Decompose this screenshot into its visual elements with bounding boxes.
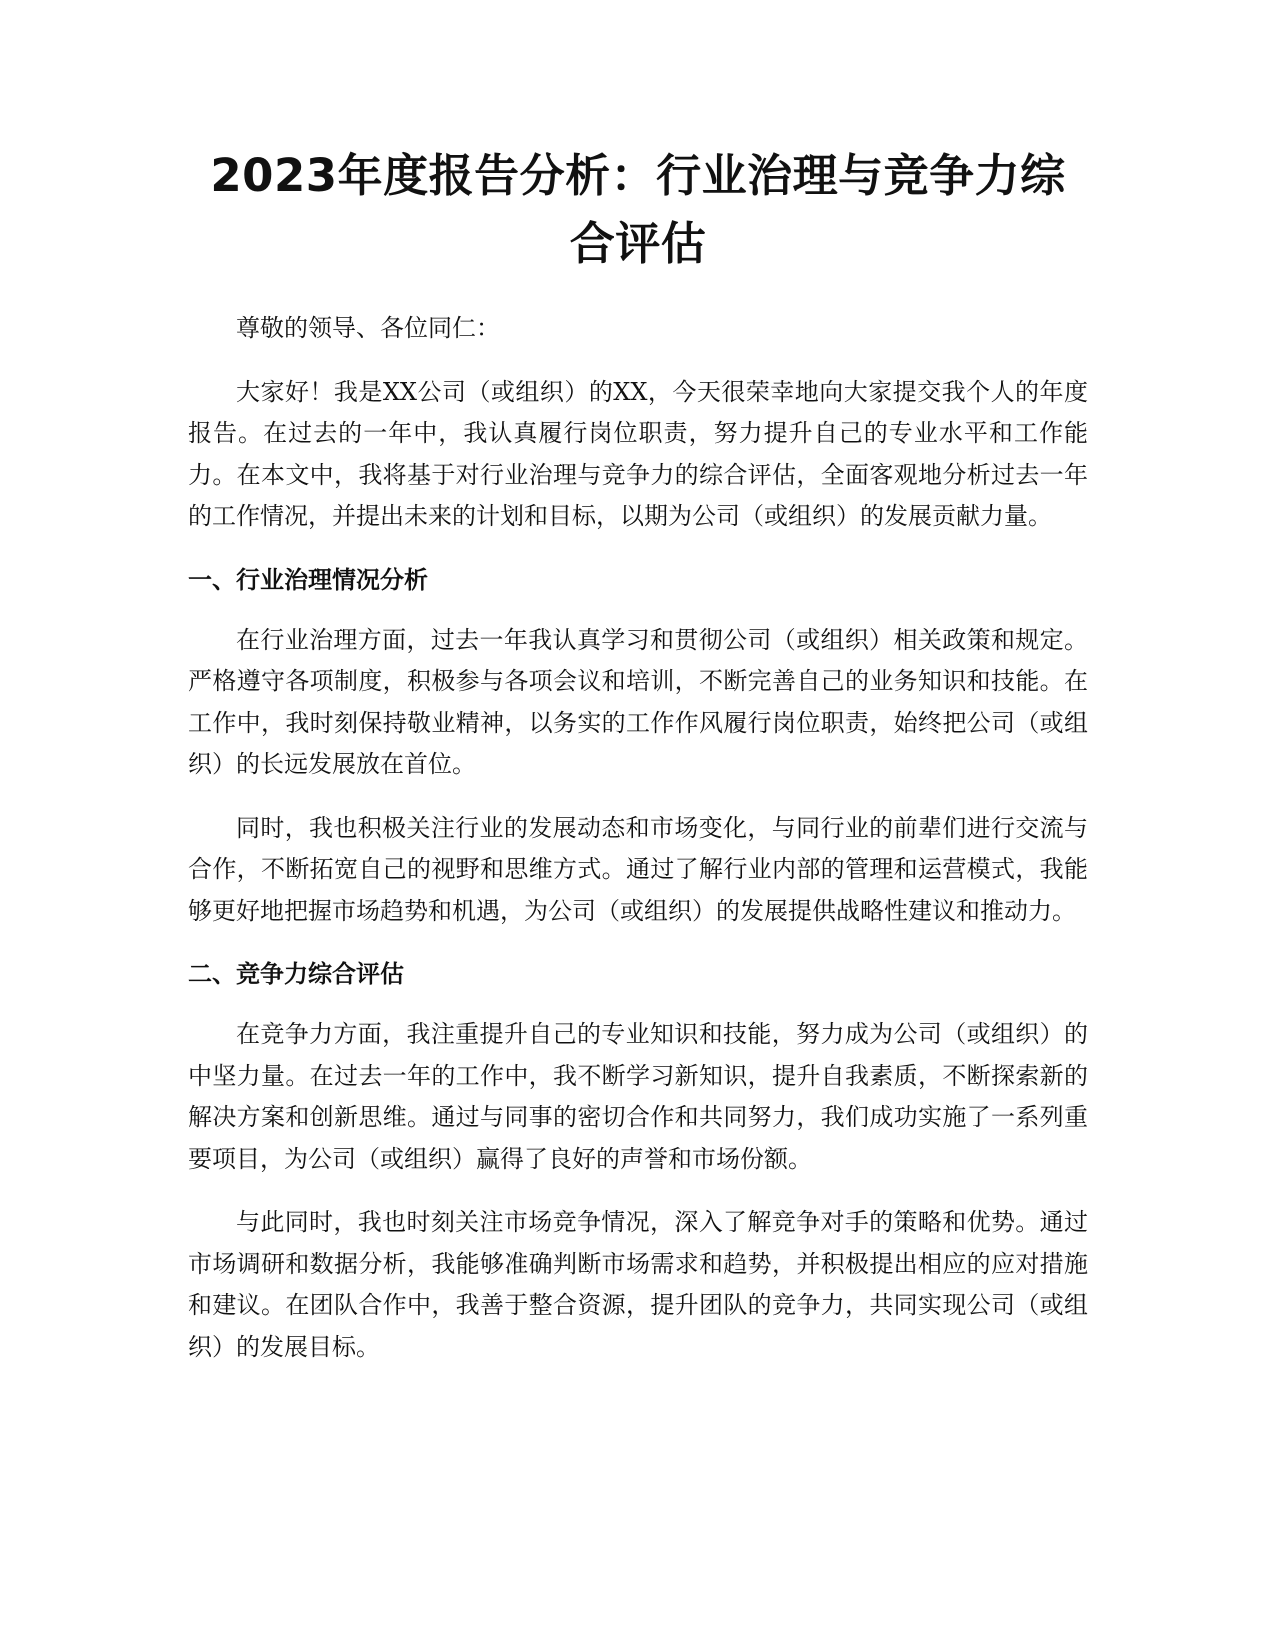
section-industry-governance xyxy=(188,560,1088,933)
section-heading: 二、竞争力综合评估 xyxy=(188,960,404,988)
intro-paragraph: 大家好！我是XX公司（或组织）的XX，今天很荣幸地向大家提交我个人的年度报告。在过去的一年中，我认真履行岗位职责，努力提升自己的专业水平和工作能力。在本文中，我将基于对行业治理与竞争力的综合评估，全面客观地分析过去一年的工作情况，并提出未来的计划和目标，以期为公司（或组织）的发展贡献力量。 xyxy=(188,377,1088,530)
section-paragraph: 与此同时，我也时刻关注市场竞争情况，深入了解竞争对手的策略和优势。通过市场调研和数据分析，我能够准确判断市场需求和趋势，并积极提出相应的应对措施和建议。在团队合作中，我善于整合资源，提升团队的竞争力，共同实现公司（或组织）的发展目标。 xyxy=(188,1208,1088,1361)
document-title: 2023年度报告分析：行业治理与竞争力综合评估 xyxy=(210,149,1066,270)
section-heading: 一、行业治理情况分析 xyxy=(188,565,428,594)
section-competitiveness xyxy=(188,954,1088,1368)
section-paragraph: 在竞争力方面，我注重提升自己的专业知识和技能，努力成为公司（或组织）的中坚力量。在过去一年的工作中，我不断学习新知识，提升自我素质，不断探索新的解决方案和创新思维。通过与同事的密切合作和共同努力，我们成功实施了一系列重要项目，为公司（或组织）赢得了良好的声誉和市场份额。 xyxy=(188,1020,1088,1173)
salutation: 尊敬的领导、各位同仁： xyxy=(236,314,500,342)
section-paragraph: 在行业治理方面，过去一年我认真学习和贯彻公司（或组织）相关政策和规定。严格遵守各项制度，积极参与各项会议和培训，不断完善自己的业务知识和技能。在工作中，我时刻保持敬业精神，以务实的工作作风履行岗位职责，始终把公司（或组织）的长远发展放在首位。 xyxy=(188,625,1088,778)
document-page xyxy=(188,142,1088,1390)
section-paragraph: 同时，我也积极关注行业的发展动态和市场变化，与同行业的前辈们进行交流与合作，不断拓宽自己的视野和思维方式。通过了解行业内部的管理和运营模式，我能够更好地把握市场趋势和机遇，为公司（或组织）的发展提供战略性建议和推动力。 xyxy=(188,813,1088,925)
